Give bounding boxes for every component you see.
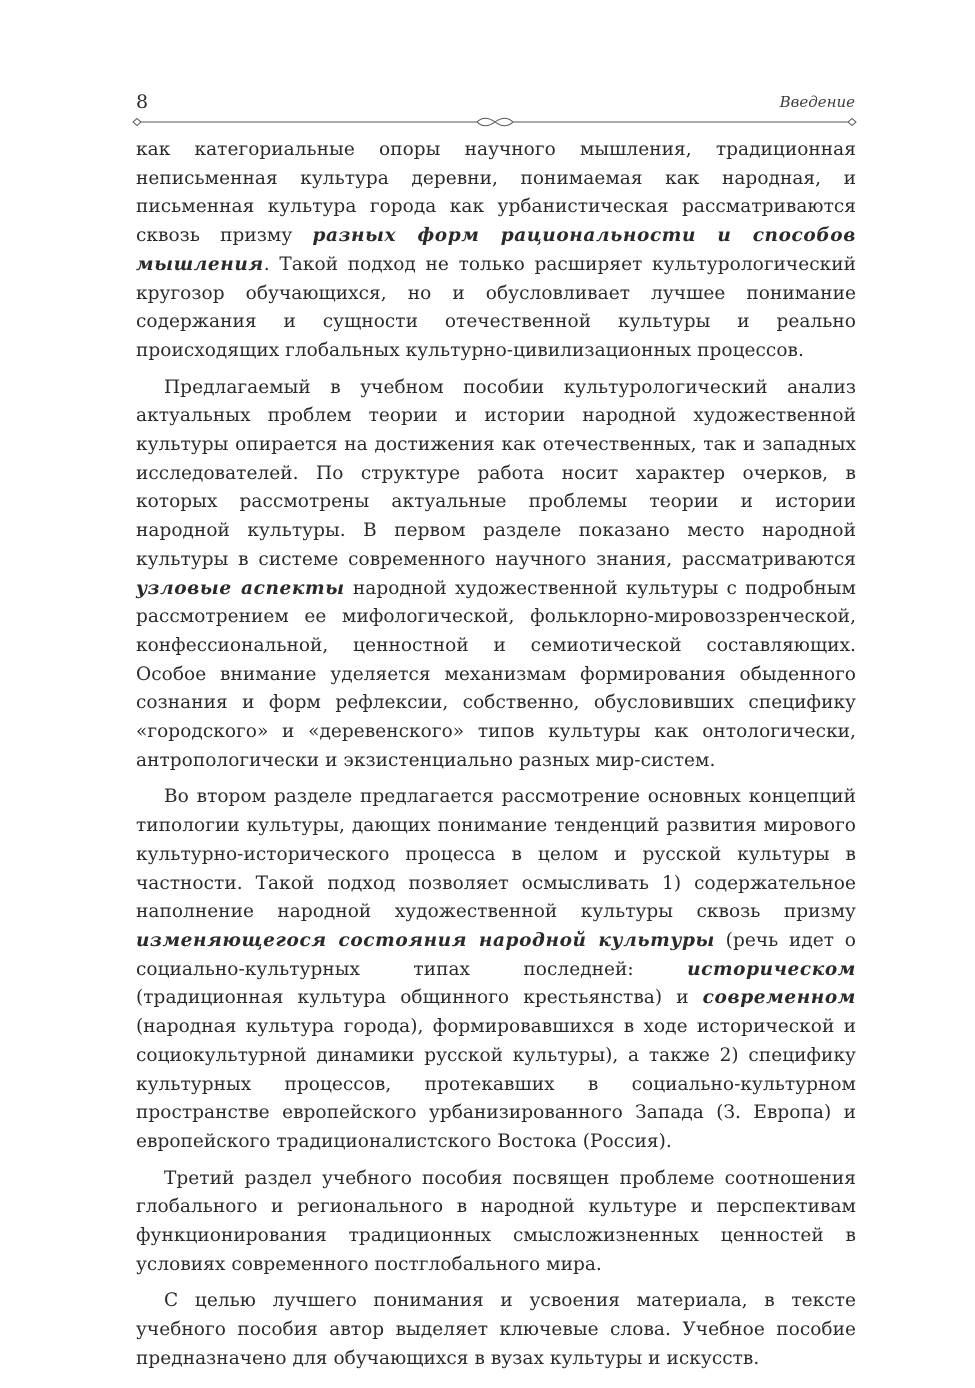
paragraph-5: С целью лучшего понимания и усвоения материала, в тексте учебного пособия автор выделяет ключевые слова. Учебное пособие предназначено для обучающихся в вузах культуры и искусств.	[136, 1290, 856, 1369]
body-text	[136, 136, 856, 1374]
ornamental-rule	[132, 114, 857, 130]
text-run: (речь идет о социально-культурных типах последней:	[136, 929, 856, 980]
paragraph-2	[136, 374, 856, 776]
paragraph-4: Третий раздел учебного пособия посвящен проблеме соотношения глобального и регионального в народной культуре и перспективам функционирования традиционных смысложизненных ценностей в условиях современного постглобального мира.	[136, 1167, 856, 1275]
paragraph-3	[136, 783, 856, 1156]
text-run: народной художественной культуры с подробным рассмотрением ее мифологической, фольклорно-мировоззренческой, конфессиональной, ценностной и семиотической составляющих. Особое внимание уделяется механизмам формирования обыденного сознания и форм рефлексии, собственно, обусловивших специфику «городского» и «деревенского» типов культуры как онтологически, антропологически и экзистенциально разных мир-систем.	[136, 577, 856, 771]
running-head: Введение	[779, 93, 855, 111]
keyword: изменяющегося состояния народной культуры	[136, 929, 715, 951]
text-run: Во втором разделе предлагается рассмотрение основных концепций типологии культуры, дающих понимание тенденций развития мирового культурно-исторического процесса в целом и русской культуры в частности. Такой подход позволяет осмысливать 1) содержательное наполнение народной художественной культуры сквозь призму	[136, 786, 856, 923]
text-run: . Такой подход не только расширяет культурологический кругозор обучающихся, но и обусловливает лучшее понимание содержания и сущности отечественной культуры и реально происходящих глобальных культурно-цивилизационных процессов.	[136, 253, 856, 361]
text-run: (традиционная культура общинного крестьянства) и	[136, 987, 703, 1009]
keyword: современном	[702, 987, 856, 1009]
keyword: узловые аспекты	[136, 577, 345, 599]
keyword: историческом	[687, 958, 856, 980]
text-run: Предлагаемый в учебном пособии культурологический анализ актуальных проблем теории и истории народной художественной культуры опирается на достижения как отечественных, так и западных исследователей. По структуре работа носит характер очерков, в которых рассмотрены актуальные проблемы теории и истории народной культуры. В первом разделе показано место народной культуры в системе современного научного знания, рассматриваются	[136, 376, 856, 570]
paragraph-1	[136, 136, 856, 366]
page-number: 8	[136, 91, 149, 113]
keyword: разных форм рациональности и способов мышления	[136, 225, 856, 275]
text-run: (народная культура города), формировавшихся в ходе исторической и социокультурной динамики русской культуры), а также 2) специфику культурных процессов, протекавших в социально-культурном пространстве европейского урбанизированного Запада (З. Европа) и европейского традиционалистского Востока (Россия).	[136, 1016, 856, 1152]
text-run: как категориальные опоры научного мышления, традиционная неписьменная культура деревни, понимаемая как народная, и письменная культура города как урбанистическая рассматриваются сквозь призму	[136, 139, 856, 247]
